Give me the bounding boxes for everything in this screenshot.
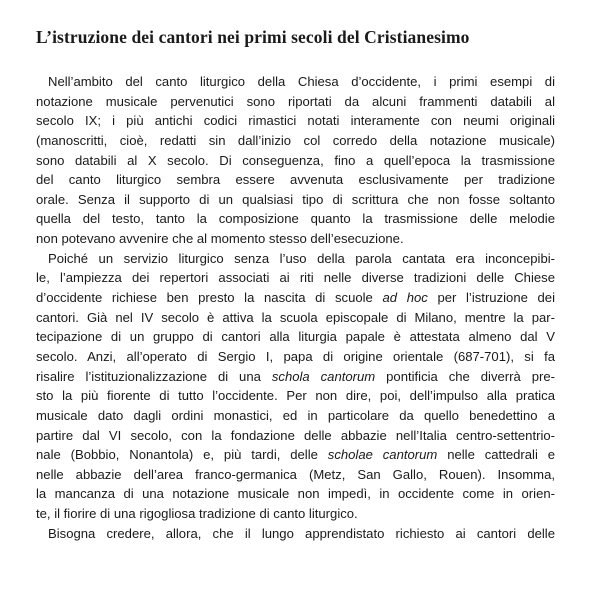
text-line: [36, 170, 555, 190]
text-segment: (manoscritti, cioè, redatti sin dall’inizio col corredo della notazione musicale): [36, 132, 555, 148]
text-line: [36, 327, 555, 347]
text-line: [36, 209, 555, 229]
italic-term: ad hoc: [382, 290, 428, 306]
text-segment: sono databili al X secolo. Di conseguenza, fino a quell’epoca la trasmissione: [36, 152, 555, 168]
text-segment: per l’istruzione dei: [427, 290, 555, 306]
text-segment: Bisogna credere, allora, che il lungo apprendistato richiesto ai cantori delle: [48, 525, 555, 541]
text-line: [36, 92, 555, 112]
text-segment: Nell’ambito del canto liturgico della Chiesa d’occidente, i primi esempi di: [48, 74, 555, 89]
text-segment: secolo. Anzi, all’operato di Sergio I, papa di origine orientale (687-701), si fa: [36, 348, 555, 364]
text-segment: la mancanza di una notazione musicale non impedì, in occidente come in orien-: [36, 486, 555, 502]
text-segment: del canto liturgico sembra essere avvenuta esclusivamente per tradizione: [36, 172, 555, 188]
paragraph: [36, 524, 555, 544]
text-segment: orale. Senza il supporto di un qualsiasi tipo di scrittura che non fosse soltanto: [36, 191, 555, 207]
text-line: [36, 288, 555, 308]
text-segment: partire dal VI secolo, con la fondazione delle abbazie nell’Italia centro-settentrio-: [36, 427, 555, 443]
text-segment: Poiché un servizio liturgico senza l’uso della parola cantata era inconcepibi-: [48, 250, 555, 266]
paragraph: [36, 72, 555, 249]
text-segment: pontificia che diverrà pre-: [375, 368, 555, 384]
text-segment: nelle abbazie dell’area franco-germanica (Metz, San Gallo, Rouen). Insomma,: [36, 466, 555, 482]
text-line: [36, 386, 555, 406]
text-segment: nale (Bobbio, Nonantola) e, più tardi, delle: [36, 447, 328, 463]
text-line: [36, 111, 555, 131]
text-line: [36, 268, 555, 288]
text-line: [36, 249, 555, 269]
text-segment: quella del testo, tanto la composizione quanto la trasmissione delle melodie: [36, 211, 555, 227]
text-segment: notazione musicale pervenutici sono riportati da alcuni frammenti databili al: [36, 93, 555, 109]
body-text: [36, 72, 555, 543]
text-line: [36, 367, 555, 387]
text-line: [36, 426, 555, 446]
text-segment: te, il fiorire di una rigogliosa tradizione di canto liturgico.: [36, 506, 358, 522]
italic-term: scholae cantorum: [327, 447, 438, 463]
text-segment: le, l’ampiezza dei repertori associati ai riti nelle diverse tradizioni delle Chiese: [36, 270, 555, 286]
text-line: [36, 524, 555, 544]
text-segment: d’occidente richiese ben presto la nascita di scuole: [36, 290, 383, 306]
document-page: [36, 26, 555, 543]
text-segment: sto la più fiorente di tutto l’occidente. Per non dire, poi, dell’impulso alla pratica: [36, 388, 555, 404]
text-line: [36, 151, 555, 171]
text-segment: musicale dato dagli ordini monastici, ed in particolare da quello benedettino a: [36, 407, 555, 423]
text-segment: risalire l’istituzionalizzazione di una: [36, 368, 272, 384]
text-segment: non potevano avvenire che al momento stesso dell’esecuzione.: [36, 231, 404, 247]
text-line: [36, 484, 555, 504]
text-line: [36, 347, 555, 367]
section-heading: L’istruzione dei cantori nei primi secoli del Cristianesimo: [36, 27, 470, 47]
text-line: [36, 72, 555, 92]
text-line: [36, 504, 555, 524]
text-line: [36, 190, 555, 210]
text-line: [36, 445, 555, 465]
text-segment: cantori. Già nel IV secolo è attiva la scuola episcopale di Milano, mentre la par-: [36, 309, 555, 325]
text-segment: secolo IX; i più antichi codici rimastici notati interamente con neumi originali: [36, 113, 555, 129]
text-segment: nelle cattedrali e: [437, 447, 555, 463]
paragraph: [36, 249, 555, 524]
text-line: [36, 308, 555, 328]
italic-term: schola cantorum: [271, 368, 376, 384]
text-line: [36, 229, 555, 249]
text-line: [36, 131, 555, 151]
text-line: [36, 406, 555, 426]
text-segment: tecipazione di un gruppo di cantori alla liturgia papale è attestata almeno dal V: [36, 329, 555, 345]
text-line: [36, 465, 555, 485]
